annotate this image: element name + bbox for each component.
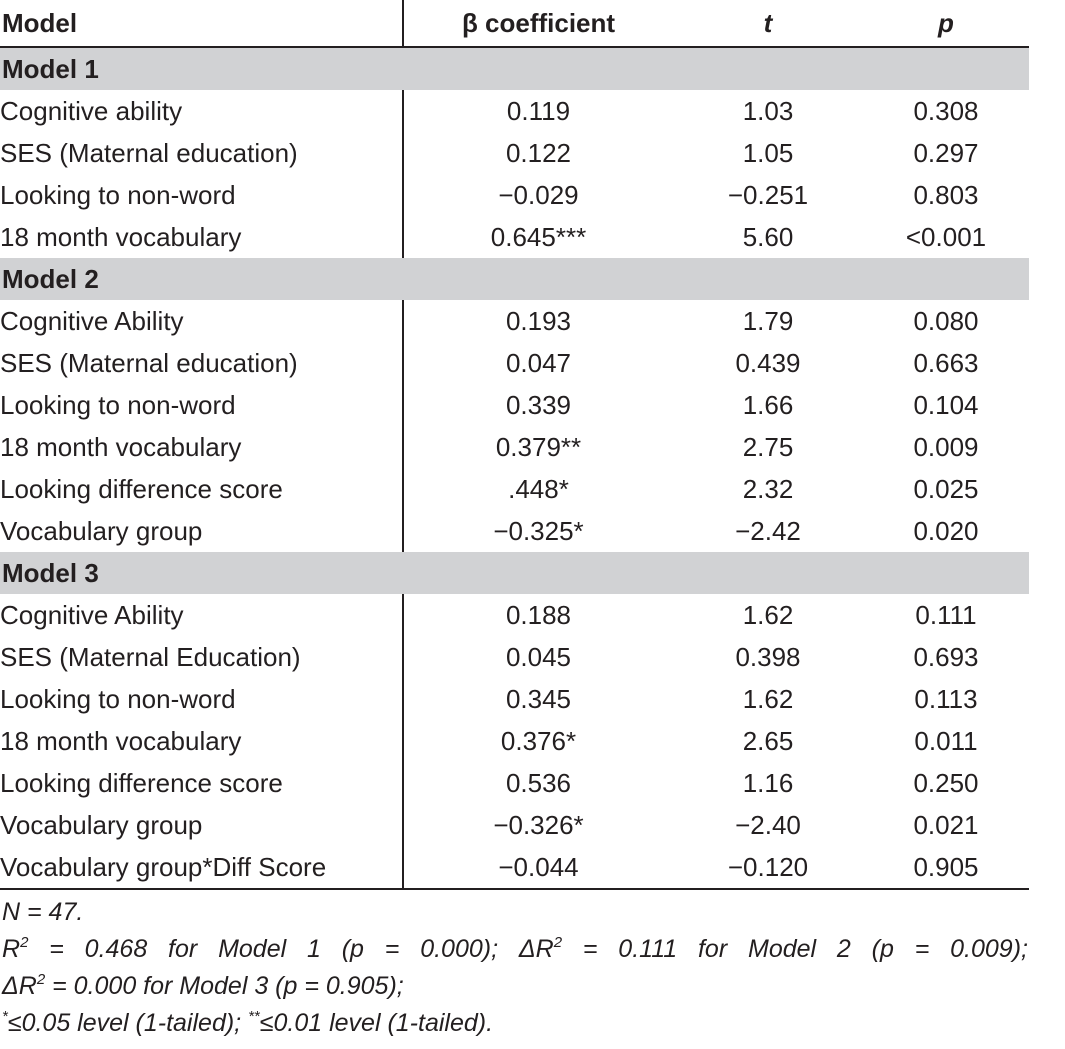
row-label: Looking difference score	[0, 762, 403, 804]
note-r2-text2: = 0.111 for Model 2 (p = 0.009);	[562, 935, 1028, 963]
note-sig-star1: *	[2, 1008, 8, 1025]
beta-cell: 0.045	[505, 642, 572, 672]
beta-cell: 0.376*	[500, 726, 577, 756]
row-label: Looking difference score	[0, 468, 403, 510]
table-row	[0, 342, 1029, 384]
beta-cell: −0.029	[498, 180, 579, 210]
group-row	[0, 552, 1029, 594]
table-row	[0, 804, 1029, 846]
t-cell: 1.66	[742, 390, 794, 420]
note-sig-text1: ≤0.05 level (1-tailed);	[7, 1009, 249, 1037]
t-cell: −0.120	[673, 846, 863, 889]
group-row	[0, 47, 1029, 90]
t-cell: −0.251	[727, 180, 809, 210]
row-label: Vocabulary group	[0, 804, 403, 846]
beta-cell: −0.326*	[493, 810, 584, 840]
table-row	[0, 720, 1029, 762]
header-row	[0, 0, 1029, 47]
t-cell: −2.42	[735, 516, 801, 546]
beta-cell: .448*	[508, 474, 569, 504]
t-cell: 2.65	[742, 726, 794, 756]
note-sig-text2: ≤0.01 level (1-tailed).	[259, 1009, 494, 1037]
beta-cell: 0.188	[505, 600, 572, 630]
row-label: 18 month vocabulary	[0, 720, 403, 762]
note-dr2-prefix: ΔR	[2, 972, 37, 1000]
row-label: SES (Maternal education)	[0, 132, 403, 174]
p-cell: 0.250	[913, 768, 979, 798]
p-cell: 0.021	[913, 810, 979, 840]
table-row	[0, 90, 1029, 132]
table-row	[0, 216, 1029, 258]
row-label: Looking to non-word	[0, 678, 403, 720]
note-sig-star2: **	[248, 1008, 260, 1025]
p-cell: 0.080	[913, 306, 979, 336]
group-title: Model 1	[0, 47, 1029, 90]
group-row	[0, 258, 1029, 300]
row-label: 18 month vocabulary	[0, 426, 403, 468]
row-label: Cognitive Ability	[0, 300, 403, 342]
beta-cell: 0.536	[505, 768, 572, 798]
p-cell: 0.113	[914, 684, 978, 714]
p-cell: 0.020	[913, 516, 979, 546]
t-cell: 0.398	[735, 642, 801, 672]
row-label: Cognitive Ability	[0, 594, 403, 636]
note-r2-sup2: 2	[553, 934, 563, 951]
row-label: Cognitive ability	[0, 90, 403, 132]
header-model: Model	[0, 0, 403, 47]
beta-cell: 0.119	[506, 96, 571, 126]
beta-cell: 0.645***	[490, 222, 587, 252]
row-label: SES (Maternal Education)	[0, 636, 403, 678]
table-header	[0, 0, 1029, 47]
note-sample-size: N = 47.	[2, 898, 84, 926]
t-cell: 1.62	[742, 684, 794, 714]
note-r2-sup: 2	[20, 934, 29, 951]
t-cell: 1.03	[742, 96, 794, 126]
p-cell: 0.693	[913, 642, 979, 672]
header-beta: β coefficient	[403, 0, 673, 47]
note-significance	[2, 1005, 1029, 1042]
table-body	[0, 47, 1029, 889]
row-label: Looking to non-word	[0, 384, 403, 426]
table-row	[0, 426, 1029, 468]
beta-cell: −0.044	[403, 846, 673, 889]
beta-cell: 0.193	[505, 306, 572, 336]
table-notes	[0, 894, 1029, 1042]
p-cell: <0.001	[905, 222, 987, 252]
table-row	[0, 384, 1029, 426]
p-cell: 0.297	[913, 138, 979, 168]
t-cell: 2.75	[742, 432, 794, 462]
table-row	[0, 468, 1029, 510]
table-row	[0, 132, 1029, 174]
p-cell: 0.308	[913, 96, 979, 126]
note-delta-r2	[2, 968, 1029, 1005]
p-cell: 0.803	[913, 180, 979, 210]
beta-cell: 0.345	[505, 684, 572, 714]
beta-cell: 0.122	[505, 138, 572, 168]
note-r2-prefix: R	[2, 935, 21, 963]
header-p: p	[863, 0, 1029, 47]
beta-cell: 0.339	[505, 390, 572, 420]
table-row	[0, 762, 1029, 804]
beta-cell: −0.325*	[493, 516, 584, 546]
t-cell: 5.60	[742, 222, 794, 252]
note-dr2-text: = 0.000 for Model 3 (p = 0.905);	[45, 972, 404, 1000]
t-cell: 0.439	[735, 348, 801, 378]
group-title: Model 3	[0, 552, 1029, 594]
header-t: t	[673, 0, 863, 47]
p-cell: 0.905	[863, 846, 1029, 889]
table-row	[0, 594, 1029, 636]
row-label: 18 month vocabulary	[0, 216, 403, 258]
p-cell: 0.025	[913, 474, 979, 504]
p-cell: 0.663	[913, 348, 979, 378]
row-label: Vocabulary group	[0, 510, 403, 552]
group-title: Model 2	[0, 258, 1029, 300]
t-cell: −2.40	[735, 810, 801, 840]
t-cell: 2.32	[742, 474, 794, 504]
p-cell: 0.104	[913, 390, 979, 420]
table-row	[0, 174, 1029, 216]
table-row	[0, 510, 1029, 552]
t-cell: 1.05	[742, 138, 794, 168]
note-r2-text: = 0.468 for Model 1 (p = 0.000); ΔR	[28, 935, 554, 963]
table-row	[0, 846, 1029, 889]
table-row	[0, 300, 1029, 342]
p-cell: 0.009	[913, 432, 979, 462]
p-cell: 0.111	[915, 600, 977, 630]
t-cell: 1.62	[742, 600, 794, 630]
t-cell: 1.79	[742, 306, 794, 336]
note-r2	[2, 931, 1028, 968]
table-row	[0, 636, 1029, 678]
row-label: Looking to non-word	[0, 174, 403, 216]
row-label: Vocabulary group*Diff Score	[0, 846, 403, 889]
beta-cell: 0.379**	[495, 432, 582, 462]
table-row	[0, 678, 1029, 720]
note-dr2-sup: 2	[36, 971, 46, 988]
row-label: SES (Maternal education)	[0, 342, 403, 384]
t-cell: 1.16	[742, 768, 794, 798]
beta-cell: 0.047	[505, 348, 572, 378]
p-cell: 0.011	[914, 726, 978, 756]
